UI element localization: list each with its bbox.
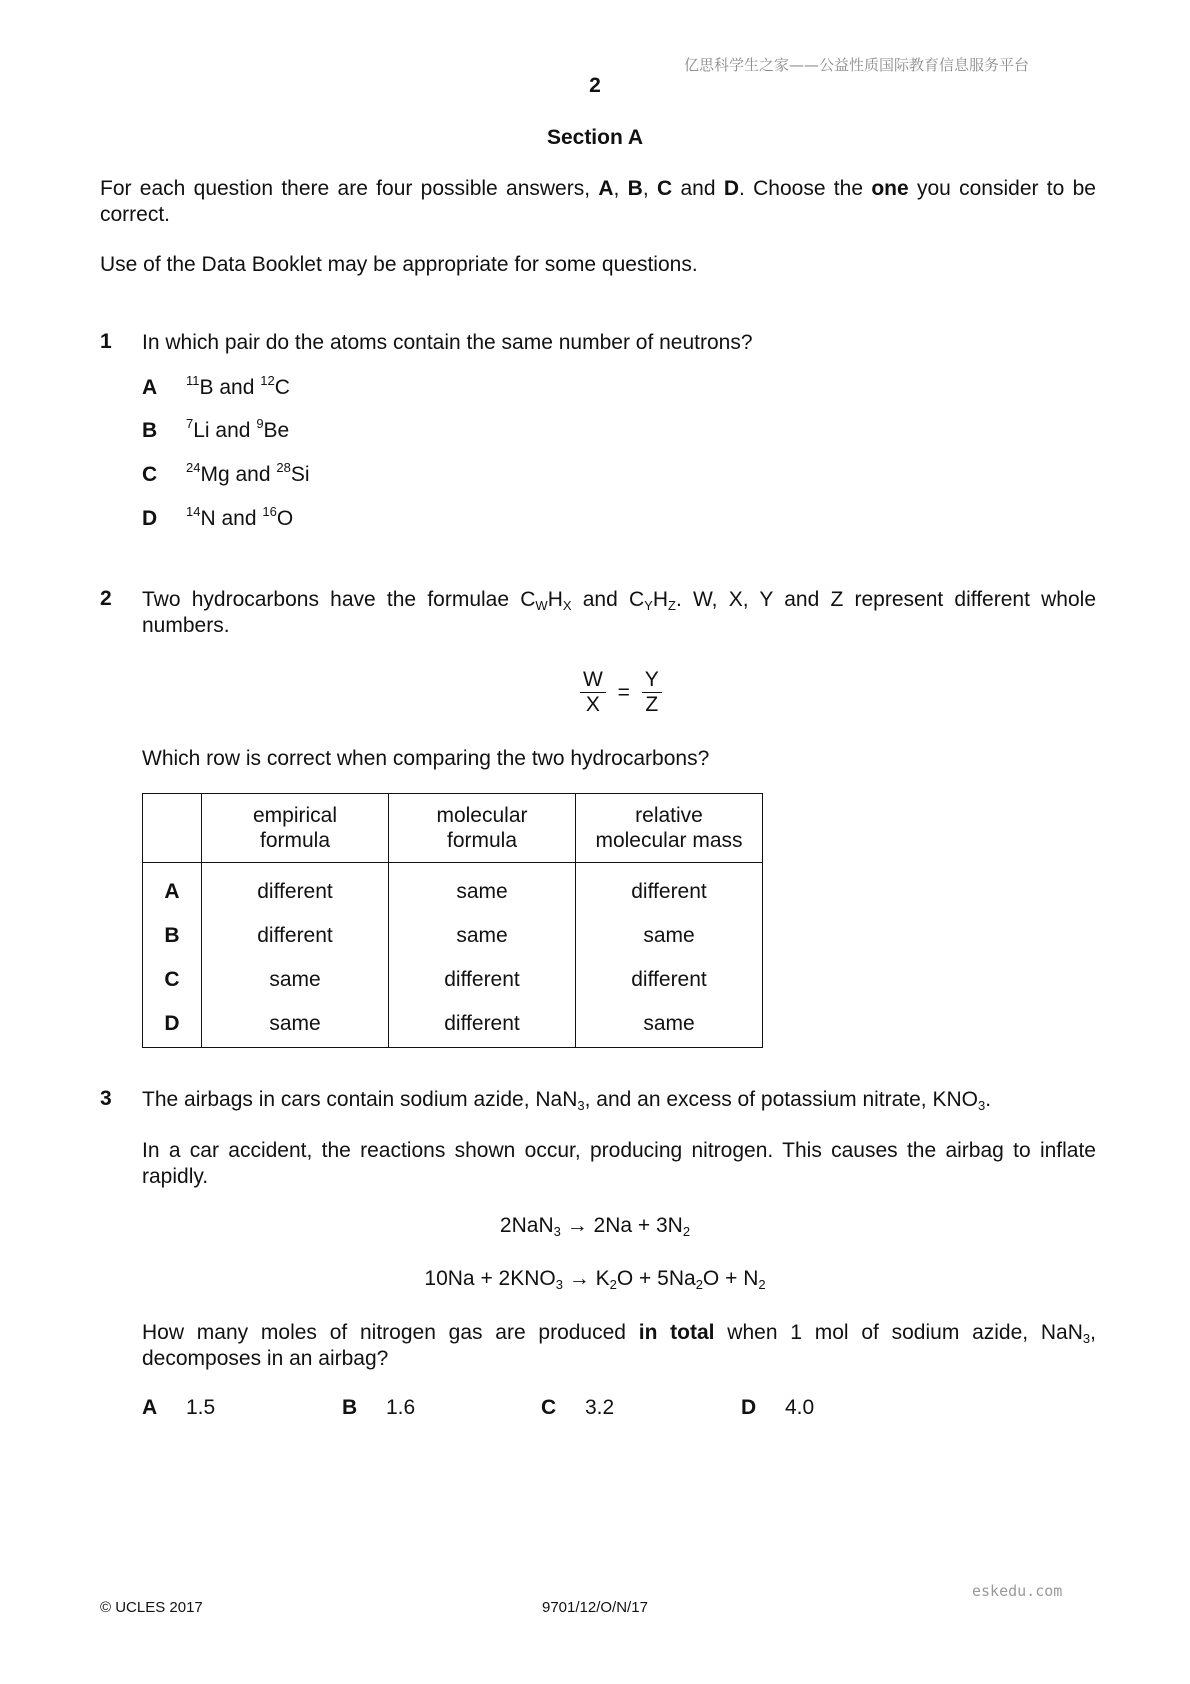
footer-copyright: © UCLES 2017 xyxy=(100,1599,203,1616)
question-3-number: 3 xyxy=(100,1087,112,1110)
question-3-context: In a car accident, the reactions shown occur, producing nitrogen. This causes the airbag to inflate rapidly. xyxy=(142,1139,1096,1188)
table-row[interactable]: C same different different xyxy=(143,958,763,1002)
footer-paper-code: 9701/12/O/N/17 xyxy=(542,1599,648,1616)
watermark-bottom: eskedu.com xyxy=(972,1582,1063,1600)
page-number: 2 xyxy=(589,74,601,97)
question-3-prompt: How many moles of nitrogen gas are produced in total when 1 mol of sodium azide, NaN$_3$, decomposes in an airbag? xyxy=(142,1321,1096,1370)
q1-option-a[interactable]: A $^{11}$B and $^{12}$C xyxy=(142,373,290,399)
ratio-equation: $\frac{W}{X}$ = $\frac{Y}{Z}$ xyxy=(580,668,662,717)
table-row[interactable]: B different same same xyxy=(143,914,763,958)
reaction-equation-1: $2NaN_3 \to 2Na + 3N_2$ xyxy=(499,1214,691,1239)
q1-option-b[interactable]: B $^7$Li and $^9$Be xyxy=(142,416,290,442)
comparison-table xyxy=(142,793,763,1048)
question-2-prompt: Which row is correct when comparing the two hydrocarbons? xyxy=(142,747,710,770)
question-2-text: Two hydrocarbons have the formulae $C_WH_X$ and $C_YH_Z$. W, X, Y and Z represent different whole numbers. xyxy=(142,588,1096,637)
watermark-top: 亿思科学生之家——公益性质国际教育信息服务平台 xyxy=(684,56,1030,74)
q3-option-d[interactable]: D 4.0 xyxy=(741,1396,815,1419)
question-3-intro: The airbags in cars contain sodium azide, NaN$_3$, and an excess of potassium nitrate, $KNO_3$. xyxy=(142,1088,992,1113)
table-row[interactable]: D same different same xyxy=(143,1002,763,1048)
q1-option-c[interactable]: C $^{24}$Mg and $^{28}$Si xyxy=(142,460,310,486)
question-2-number: 2 xyxy=(100,587,112,610)
q3-option-b[interactable]: B 1.6 xyxy=(342,1396,416,1419)
reaction-equation-2: $10Na + 2KNO_3 \to K_2O + 5Na_2O + N_2$ xyxy=(424,1267,766,1292)
data-booklet-note: Use of the Data Booklet may be appropriate for some questions. xyxy=(100,253,698,276)
question-1-number: 1 xyxy=(100,330,112,353)
header-molecular-formula: molecular formula xyxy=(389,794,576,863)
q1-option-d[interactable]: D $^{14}$N and $^{16}$O xyxy=(142,504,294,530)
instructions-paragraph: For each question there are four possible answers, A, B, C and D. Choose the one you consider to be correct. xyxy=(100,177,1096,226)
table-row[interactable]: A different same different xyxy=(143,863,763,915)
header-relative-molecular-mass: relative molecular mass xyxy=(576,794,763,863)
section-title: Section A xyxy=(546,126,644,149)
q3-option-c[interactable]: C 3.2 xyxy=(541,1396,615,1419)
header-empirical-formula: empirical formula xyxy=(202,794,389,863)
question-1-text: In which pair do the atoms contain the same number of neutrons? xyxy=(142,331,753,354)
q3-option-a[interactable]: A 1.5 xyxy=(142,1396,216,1419)
